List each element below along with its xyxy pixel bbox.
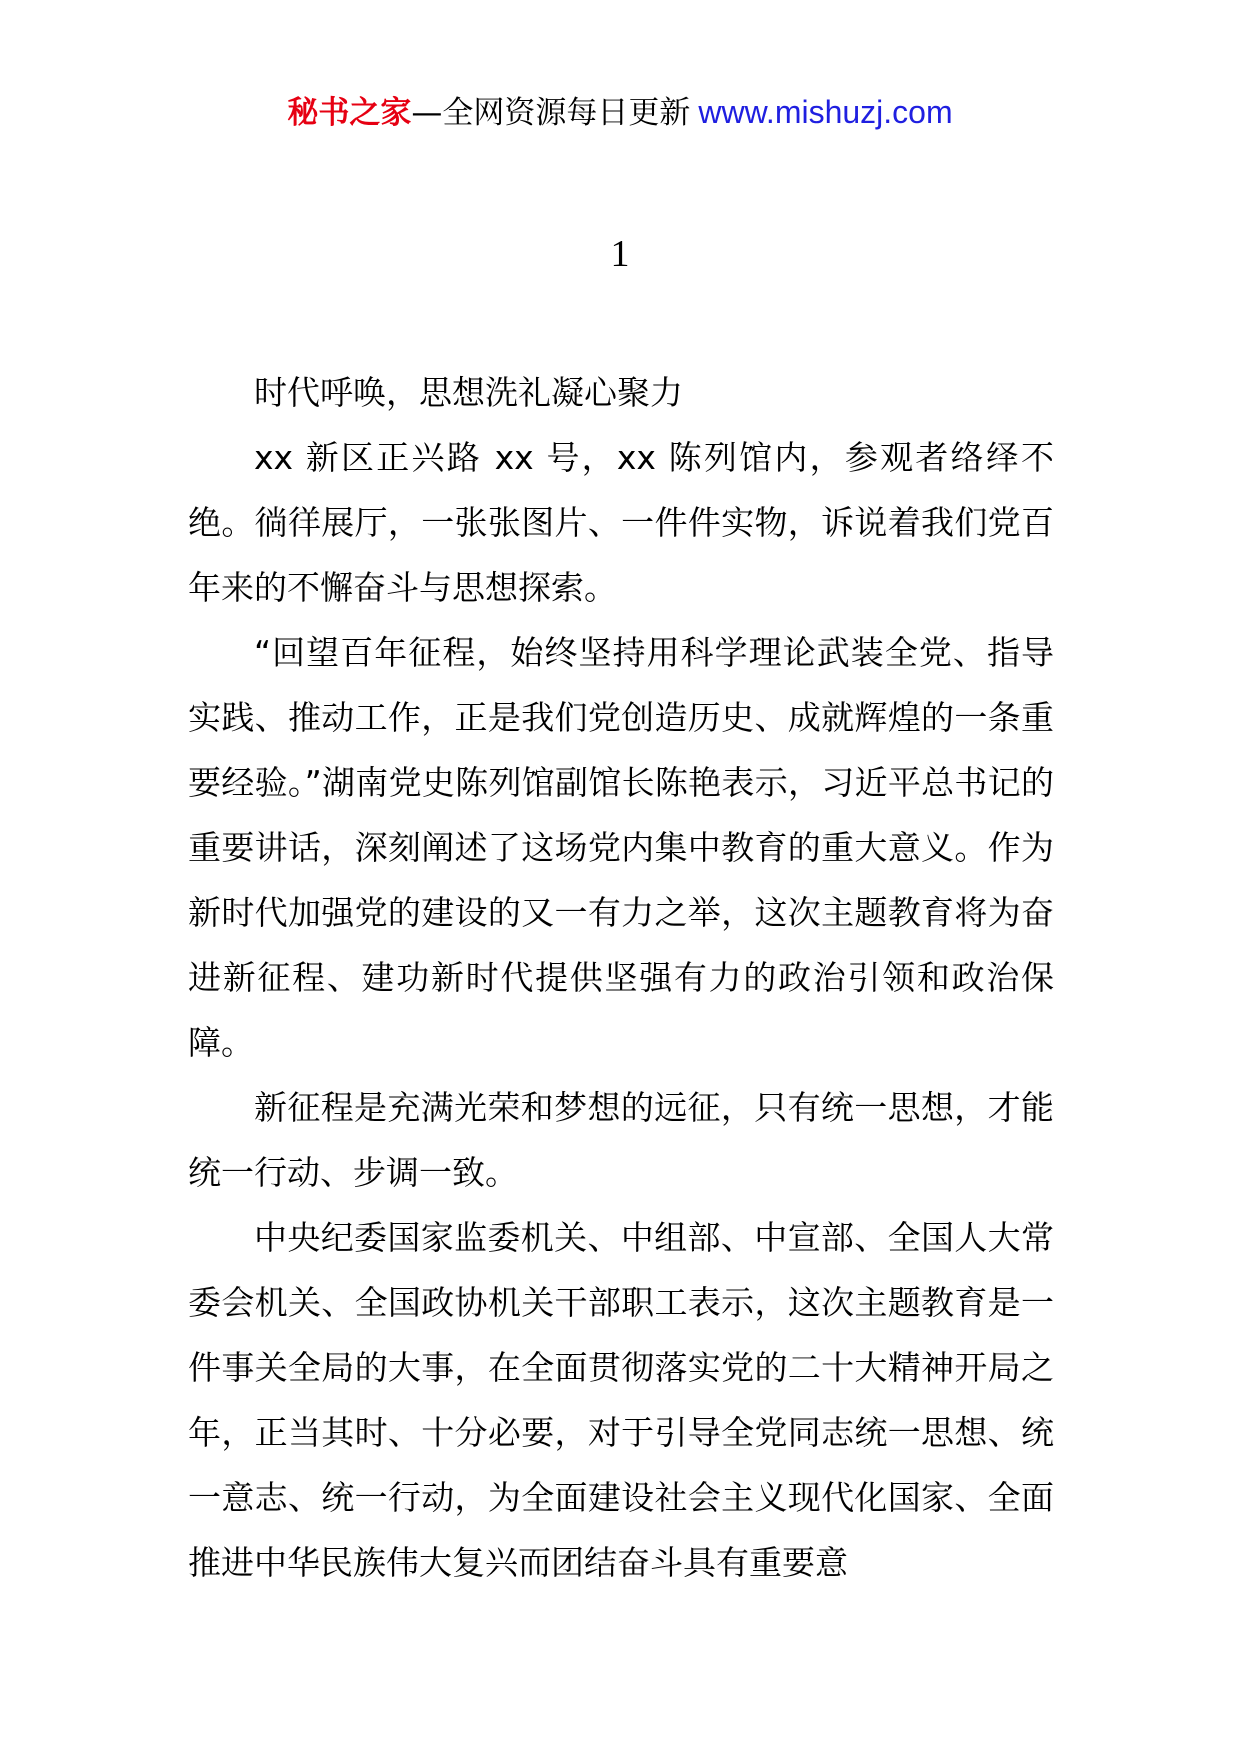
- article-body: [188, 360, 1054, 1595]
- page-number: 1: [610, 233, 630, 275]
- article-paragraph: xx 新区正兴路 xx 号，xx 陈列馆内，参观者络绎不绝。徜徉展厅，一张张图片、一件件实物，诉说着我们党百年来的不懈奋斗与思想探索。: [188, 438, 1054, 607]
- document-header: [0, 92, 1240, 133]
- article-paragraph: 新征程是充满光荣和梦想的远征，只有统一思想，才能统一行动、步调一致。: [188, 1088, 1054, 1192]
- article-heading: 时代呼唤，思想洗礼凝心聚力: [254, 373, 683, 412]
- header-tagline: —全网资源每日更新: [411, 95, 691, 131]
- article-paragraph: “回望百年征程，始终坚持用科学理论武装全党、指导实践、推动工作，正是我们党创造历史、成就辉煌的一条重要经验。”湖南党史陈列馆副馆长陈艳表示，习近平总书记的重要讲话，深刻阐述了这场党内集中教育的重大意义。作为新时代加强党的建设的又一有力之举，这次主题教育将为奋进新征程、建功新时代提供坚强有力的政治引领和政治保障。: [188, 633, 1054, 1062]
- site-url-link[interactable]: www.mishuzj.com: [698, 94, 953, 130]
- brand-name: 秘书之家: [287, 95, 412, 131]
- article-paragraph: 中央纪委国家监委机关、中组部、中宣部、全国人大常委会机关、全国政协机关干部职工表示，这次主题教育是一件事关全局的大事，在全面贯彻落实党的二十大精神开局之年，正当其时、十分必要，对于引导全党同志统一思想、统一意志、统一行动，为全面建设社会主义现代化国家、全面推进中华民族伟大复兴而团结奋斗具有重要意: [188, 1218, 1054, 1582]
